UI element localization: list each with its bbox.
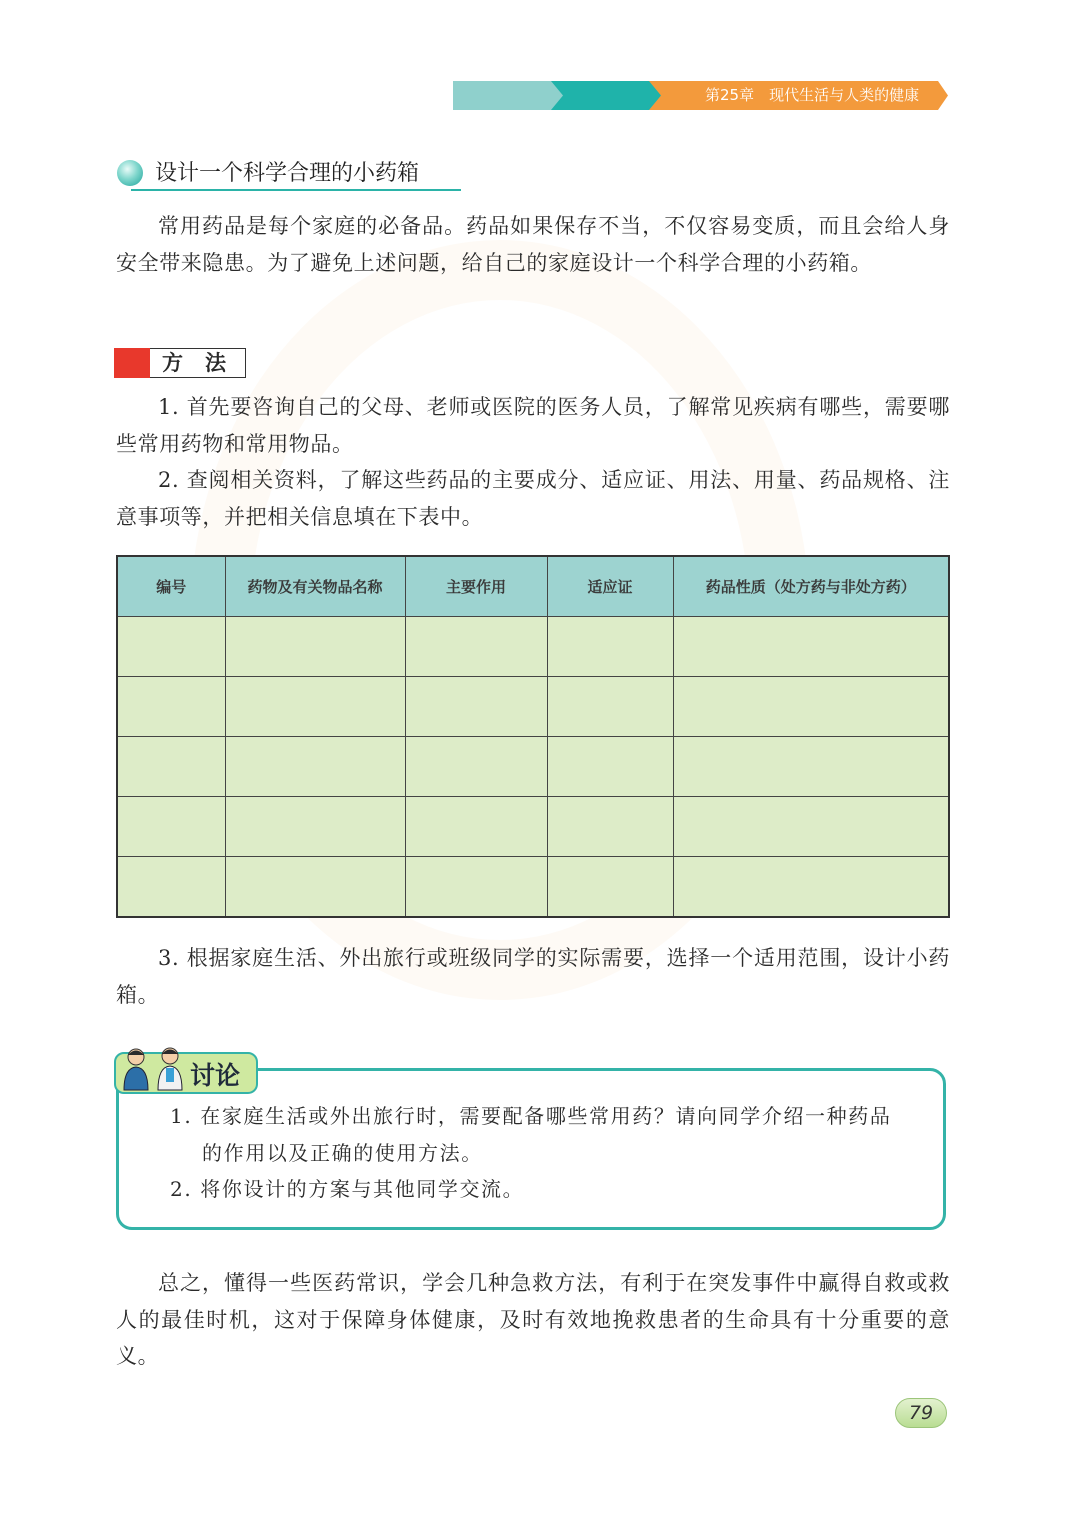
table-cell bbox=[547, 737, 673, 797]
table-cell bbox=[225, 797, 405, 857]
col-header-number: 编号 bbox=[117, 556, 225, 617]
page-number: 79 bbox=[895, 1398, 947, 1428]
col-header-name: 药物及有关物品名称 bbox=[225, 556, 405, 617]
table-cell bbox=[547, 857, 673, 918]
table-header-row bbox=[117, 556, 949, 617]
students-icon bbox=[120, 1046, 190, 1092]
header-segment-light bbox=[453, 81, 563, 110]
table-cell bbox=[225, 737, 405, 797]
bullet-ball-icon bbox=[117, 160, 143, 186]
discussion-list bbox=[170, 1098, 910, 1208]
table-row bbox=[117, 857, 949, 918]
table-cell bbox=[673, 737, 949, 797]
table-cell bbox=[225, 677, 405, 737]
table-cell bbox=[225, 617, 405, 677]
section-heading bbox=[117, 158, 462, 192]
discussion-item-2: 2. 将你设计的方案与其他同学交流。 bbox=[170, 1177, 525, 1201]
intro-paragraph: 常用药品是每个家庭的必备品。药品如果保存不当，不仅容易变质，而且会给人身安全带来隐患。为了避免上述问题，给自己的家庭设计一个科学合理的小药箱。 bbox=[116, 214, 950, 275]
table-cell bbox=[547, 797, 673, 857]
table-cell bbox=[225, 857, 405, 918]
table-row bbox=[117, 617, 949, 677]
header-segment-teal bbox=[551, 81, 661, 110]
method-red-block bbox=[114, 348, 150, 378]
col-header-type: 药品性质（处方药与非处方药） bbox=[673, 556, 949, 617]
method-title: 方法 bbox=[162, 351, 248, 375]
table-cell bbox=[405, 677, 547, 737]
table-cell bbox=[117, 857, 225, 918]
discussion-item-1: 1. 在家庭生活或外出旅行时，需要配备哪些常用药？请向同学介绍一种药品的作用以及正确的使用方法。 bbox=[170, 1104, 892, 1165]
table-cell bbox=[673, 857, 949, 918]
method-step-3: 3. 根据家庭生活、外出旅行或班级同学的实际需要，选择一个适用范围，设计小药箱。 bbox=[116, 946, 950, 1007]
chapter-header bbox=[453, 81, 948, 110]
table-cell bbox=[405, 617, 547, 677]
table-cell bbox=[673, 797, 949, 857]
table-row bbox=[117, 797, 949, 857]
table-cell bbox=[405, 797, 547, 857]
method-step-2: 2. 查阅相关资料，了解这些药品的主要成分、适应证、用法、用量、药品规格、注意事项等，并把相关信息填在下表中。 bbox=[116, 468, 950, 529]
conclusion-paragraph: 总之，懂得一些医药常识，学会几种急救方法，有利于在突发事件中赢得自救或救人的最佳时机，这对于保障身体健康，及时有效地挽救患者的生命具有十分重要的意义。 bbox=[116, 1271, 950, 1368]
table-cell bbox=[405, 857, 547, 918]
col-header-function: 主要作用 bbox=[405, 556, 547, 617]
table-cell bbox=[117, 677, 225, 737]
table-row bbox=[117, 677, 949, 737]
medicine-table bbox=[116, 555, 950, 918]
chapter-title: 第25章 现代生活与人类的健康 bbox=[705, 86, 920, 104]
col-header-indication: 适应证 bbox=[547, 556, 673, 617]
table-cell bbox=[547, 677, 673, 737]
section-title: 设计一个科学合理的小药箱 bbox=[155, 161, 420, 186]
table-cell bbox=[673, 617, 949, 677]
method-step-1: 1. 首先要咨询自己的父母、老师或医院的医务人员，了解常见疾病有哪些，需要哪些常用药物和常用物品。 bbox=[116, 395, 950, 456]
method-label bbox=[114, 348, 247, 378]
table-row bbox=[117, 737, 949, 797]
table-cell bbox=[673, 677, 949, 737]
discussion-title: 讨论 bbox=[190, 1061, 241, 1090]
table-cell bbox=[405, 737, 547, 797]
table-cell bbox=[547, 617, 673, 677]
table-cell bbox=[117, 797, 225, 857]
table-cell bbox=[117, 617, 225, 677]
table-cell bbox=[117, 737, 225, 797]
